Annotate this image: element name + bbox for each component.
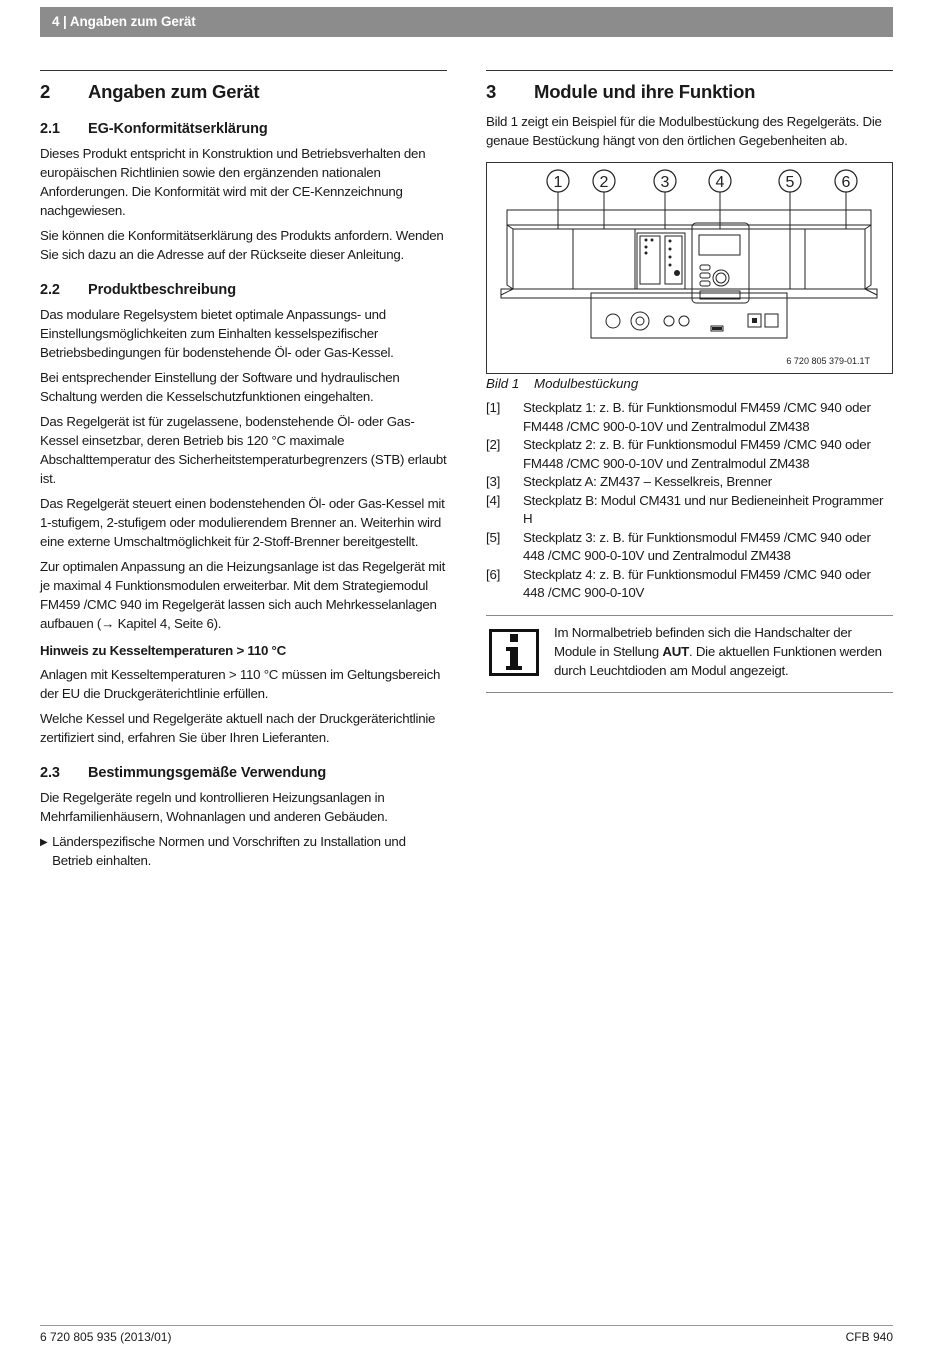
module-figure — [486, 162, 893, 374]
intro-paragraph: Bild 1 zeigt ein Beispiel für die Modulbestückung des Regelgeräts. Die genaue Bestückung hängt von den örtlichen Gegebenheiten ab. — [486, 114, 882, 148]
legend-item: [6] Steckplatz 4: z. B. für Funktionsmodul FM459 /CMC 940 oder 448 /CMC 900-0-10V — [486, 566, 871, 600]
info-text: Im Normalbetrieb befinden sich die Handschalter der Module in Stellung AUT. Die aktuellen Funktionen werden durch Leuchtdioden am Modul angezeigt. — [554, 624, 882, 678]
section-2-3-heading: 2.3 Bestimmungsgemäße Verwendung — [40, 765, 327, 781]
figure-code: 6 720 805 379-01.1T — [786, 356, 870, 366]
triangle-bullet-icon: ▶ — [40, 837, 48, 848]
legend-item: [4] Steckplatz B: Modul CM431 und nur Bedieneinheit Programmer H — [486, 492, 884, 526]
figure-caption: Bild 1 Modulbestückung — [486, 376, 639, 391]
paragraph: Welche Kessel und Regelgeräte aktuell nach der Druckgeräterichtlinie zertifiziert sind, erfahren Sie über Ihren Lieferanten. — [40, 711, 436, 745]
paragraph: Das modulare Regelsystem bietet optimale Anpassungs- und Einstellungsmöglichkeiten zum Einhalten kesselspezifischer Betriebsbedingungen für bodenstehende Öl- oder Gas-Kessel. — [40, 307, 394, 360]
section-3-heading: 3 Module und ihre Funktion — [486, 81, 756, 102]
callout-1: 1 — [553, 174, 563, 191]
bullet-item: ▶ Länderspezifische Normen und Vorschriften zu Installation und Betrieb einhalten. — [40, 834, 406, 868]
left-column — [40, 70, 447, 870]
paragraph: Sie können die Konformitätserklärung des Produkts anfordern. Wenden Sie sich dazu an die Adresse auf der Rückseite dieser Anleitung. — [40, 228, 444, 262]
footer-divider — [40, 1325, 893, 1326]
callout-5: 5 — [785, 174, 795, 191]
paragraph: Anlagen mit Kesseltemperaturen > 110 °C müssen im Geltungsbereich der EU die Druckgeräterichtlinie erfüllen. — [40, 667, 441, 701]
page-header: 4 | Angaben zum Gerät — [40, 7, 893, 37]
section-2-heading: 2 Angaben zum Gerät — [40, 81, 260, 102]
section-2-1-heading: 2.1 EG-Konformitätserklärung — [40, 121, 268, 137]
legend-item: [2] Steckplatz 2: z. B. für Funktionsmodul FM459 /CMC 940 oder FM448 /CMC 900-0-10V und Zentralmodul ZM438 — [486, 437, 871, 471]
info-icon — [489, 629, 539, 676]
footer-doc-number: 6 720 805 935 (2013/01) — [40, 1330, 172, 1344]
paragraph: Die Regelgeräte regeln und kontrollieren Heizungsanlagen in Mehrfamilienhäusern, Wohnanlagen und anderen Gebäuden. — [40, 790, 388, 824]
footer-product: CFB 940 — [845, 1330, 893, 1344]
callout-3: 3 — [660, 174, 670, 191]
callout-4: 4 — [715, 174, 725, 191]
paragraph: Bei entsprechender Einstellung der Software und hydraulischen Schaltung werden die Kesselschutzfunktionen eingehalten. — [40, 370, 400, 404]
callout-2: 2 — [599, 174, 609, 191]
note-heading: Hinweis zu Kesseltemperaturen > 110 °C — [40, 643, 286, 658]
section-2-2-heading: 2.2 Produktbeschreibung — [40, 282, 236, 298]
paragraph: Das Regelgerät ist für zugelassene, bodenstehende Öl- oder Gas-Kessel einsetzbar, deren Betrieb bis 120 °C maximale Abschalttemperatur des Sicherheitstemperaturbegrenzers (STB) erlaubt ist. — [40, 414, 447, 486]
control-unit-drawing — [487, 163, 892, 373]
paragraph: Zur optimalen Anpassung an die Heizungsanlage ist das Regelgerät mit je maximal 4 Funktionsmodulen erweiterbar. Mit dem Strategiemodul FM459 /CMC 940 im Regelgerät lassen sich auch Mehrkesselanlagen aufbauen (→ Kapitel 4, Seite 6). — [40, 559, 446, 631]
right-column — [486, 70, 893, 693]
figure-legend — [486, 399, 893, 603]
info-notice — [486, 615, 893, 693]
legend-item: [1] Steckplatz 1: z. B. für Funktionsmodul FM459 /CMC 940 oder FM448 /CMC 900-0-10V und Zentralmodul ZM438 — [486, 400, 871, 434]
legend-item: [3] Steckplatz A: ZM437 – Kesselkreis, Brenner — [486, 474, 772, 489]
paragraph: Dieses Produkt entspricht in Konstruktion und Betriebsverhalten den europäischen Richtlinien sowie den ergänzenden nationalen Anforderungen. Die Konformität wird mit der CE-Kennzeichnung nachgewiesen. — [40, 146, 426, 218]
legend-item: [5] Steckplatz 3: z. B. für Funktionsmodul FM459 /CMC 940 oder 448 /CMC 900-0-10V und Zentralmodul ZM438 — [486, 529, 871, 563]
paragraph: Das Regelgerät steuert einen bodenstehenden Öl- oder Gas-Kessel mit 1-stufigem, 2-stufigem oder modulierendem Brenner an. Weiterhin wird eine externe Umschaltmöglichkeit für 2-Stoff-Brenner bereitgestellt. — [40, 496, 445, 549]
callout-6: 6 — [841, 174, 851, 191]
